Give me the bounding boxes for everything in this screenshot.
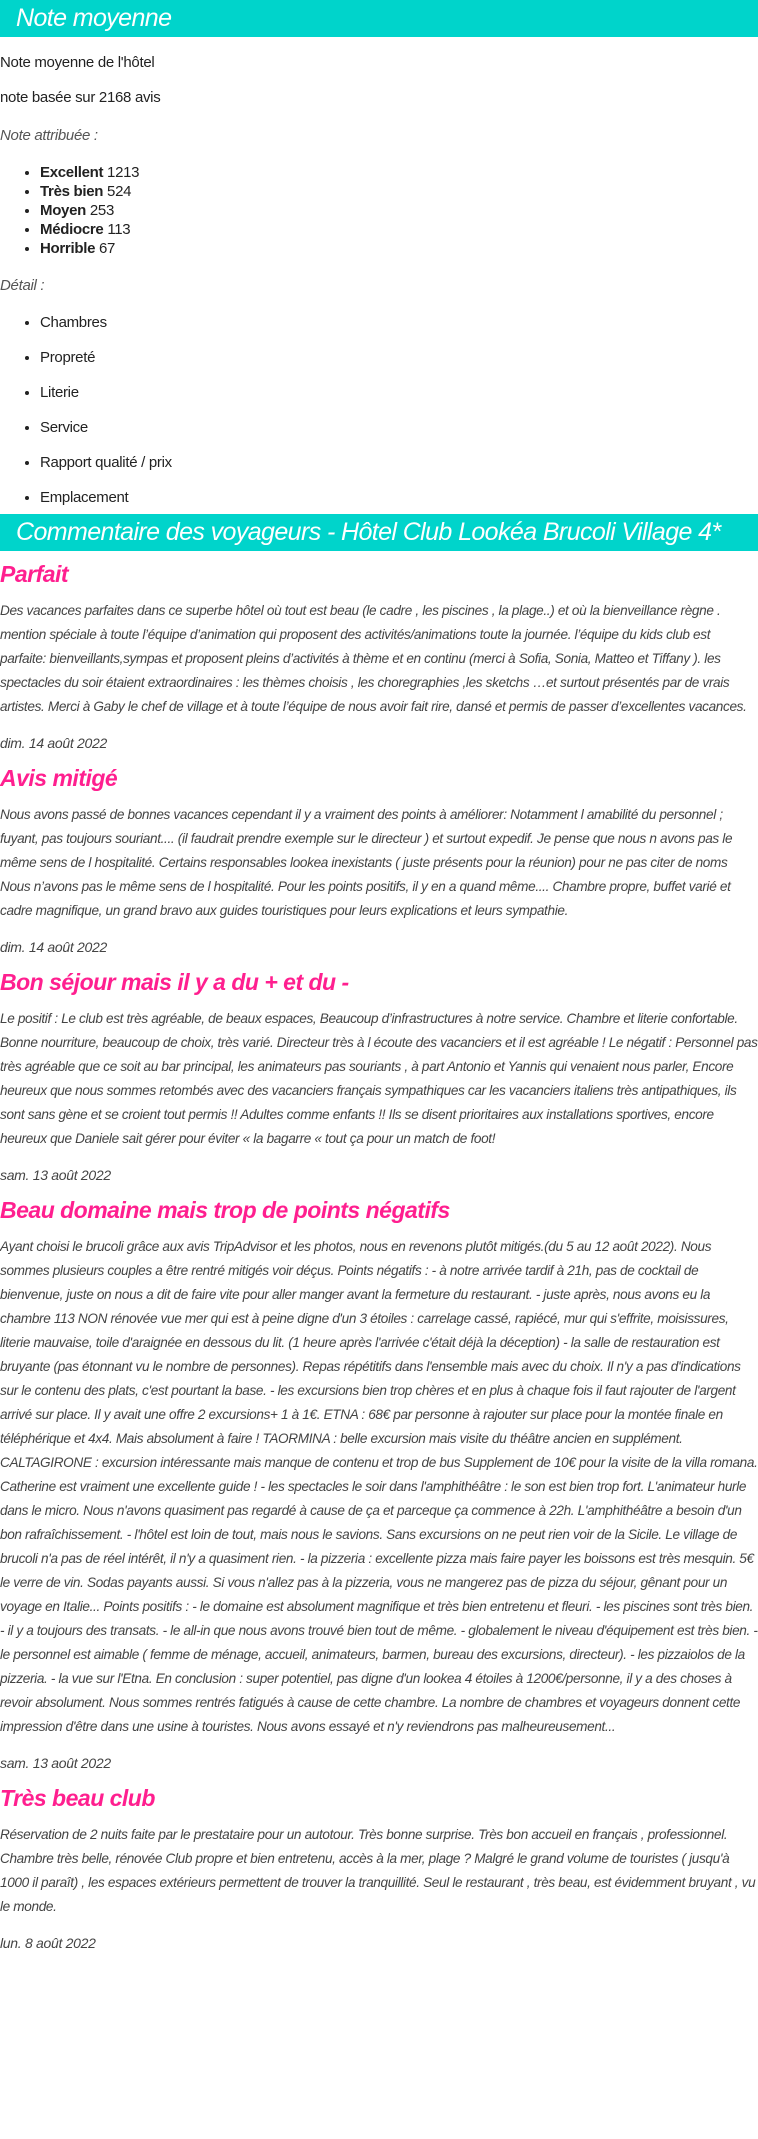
detail-item: • Service <box>40 418 758 438</box>
review-count: note basée sur 2168 avis <box>0 89 161 106</box>
rating-item <box>40 163 758 182</box>
section-header-reviews: Commentaire des voyageurs - Hôtel Club Lookéa Brucoli Village 4* <box>0 514 758 551</box>
review-title: Avis mitigé <box>0 765 118 791</box>
attributed-label: Note attribuée : <box>0 127 98 144</box>
rating-count: 253 <box>89 202 115 219</box>
reviews-section <box>0 514 758 1953</box>
review <box>0 1783 758 1953</box>
rating-count: 1213 <box>107 164 140 181</box>
rating-item <box>40 182 758 201</box>
detail-label: Détail : <box>0 277 45 294</box>
review <box>0 967 758 1185</box>
detail-item: • Rapport qualité / prix <box>40 453 758 473</box>
rating-item <box>40 220 758 239</box>
rating-label: Horrible <box>40 240 96 257</box>
review-date: lun. 8 août 2022 <box>0 1935 96 1951</box>
review <box>0 763 758 957</box>
review-title: Très beau club <box>0 1785 155 1811</box>
rating-item <box>40 201 758 220</box>
detail-item: • Propreté <box>40 348 758 368</box>
review-body: Nous avons passé de bonnes vacances cependant il y a vraiment des points à améliorer: Notamment l amabilité du personnel ; fuyant, pas toujours souriant.... (il faudrait prendre exemple sur le directeur ) et surtout expedif. Je pense que nous n avons pas le même sens de l hospitalité. Certains responsables lookea inexistants ( juste présents pour la réunion) pour ne pas citer de noms Nous n’avons pas le même sens de l hospitalité. Pour les points positifs, il y en a quand même.... Chambre propre, buffet varié et cadre magnifique, un grand bravo aux guides touristiques pour leurs explications et leurs sympathie. <box>0 807 733 918</box>
detail-item: • Emplacement <box>40 488 758 508</box>
review-body: Ayant choisi le brucoli grâce aux avis TripAdvisor et les photos, nous en revenons plutôt mitigés.(du 5 au 12 août 2022). Nous sommes plusieurs couples a être rentré mitigés voir déçus. Points négatifs : - à notre arrivée tardif à 21h, pas de cocktail de bienvenue, juste on nous a dit de faire vite pour aller manger avant la fermeture du restaurant. - juste après, nous avons eu la chambre 113 NON rénovée vue mer qui est à peine digne d'un 3 étoiles : carrelage cassé, rapiécé, mur qui s'effrite, moisissures, literie mauvaise, toile d'araignée en dessous du lit. (1 heure après l'arrivée c'était déjà la déception) - la salle de restauration est bruyante (pas étonnant vu le nombre de personnes). Repas répétitifs dans l'ensemble mais avec du choix. Il n'y a pas d'indications sur le contenu des plats, c'est pourtant la base. - les excursions bien trop chères et en plus à chaque fois il faut rajouter de l'argent arrivé sur place. Il y avait une offre 2 excursions+ 1 à 1€. ETNA : 68€ par personne à rajouter sur place pour la montée finale en téléphérique et 4x4. Mais absolument à faire ! TAORMINA : belle excursion mais visite du théâtre ancien en supplément. CALTAGIRONE : excursion intéressante mais manque de contenu et trop de bus Supplement de 10€ pour la visite de la villa romana. Catherine est vraiment une excellente guide ! - les spectacles le soir dans l'amphithéâtre : le son est bien trop fort. L'animateur hurle dans le micro. Nous n'avons quasiment pas regardé à cause de ça et parceque ça commence à 22h. L'amphithéâtre a besoin d'un bon rafraîchissement. - l'hôtel est loin de tout, mais nous le savions. Sans excursions on ne peut rien voir de la Sicile. Le village de brucoli n'a pas de réel intérêt, il n'y a quasiment rien. - la pizzeria : excellente pizza mais faire payer les boissons est très mesquin. 5€ le verre de vin. Sodas payants aussi. Si vous n'allez pas à la pizzeria, vous ne mangerez pas de pizza du séjour, gênant pour un voyage en Italie... Points positifs : - le domaine est absolument magnifique et très bien entretenu et fleuri. - les piscines sont très bien. - il y a toujours des transats. - le all-in que nous avons trouvé bien tout de même. - globalement le niveau d'équipement est très bien. - le personnel est aimable ( femme de ménage, accueil, animateurs, barmen, bureau des excursions, directeur). - les pizzaiolos de la pizzeria. - la vue sur l'Etna. En conclusion : super potentiel, pas digne d'un lookea 4 étoiles à 1200€/personne, il y a des choses à revoir absolument. Nous sommes rentrés fatigués à cause de cette chambre. La nombre de chambres et voyageurs donnent cette impression d'être dans une usine à touristes. Nous avons essayé et n'y reviendrons pas malheureusement... <box>0 1239 758 1734</box>
review-title: Parfait <box>0 561 69 587</box>
section-header-rating: Note moyenne <box>0 0 758 37</box>
detail-item: • Chambres <box>40 313 758 333</box>
hotel-rating-label: Note moyenne de l'hôtel <box>0 54 155 71</box>
detail-item: • Literie <box>40 383 758 403</box>
rating-label: Médiocre <box>40 221 104 238</box>
detail-list <box>0 313 758 508</box>
review-date: dim. 14 août 2022 <box>0 735 107 751</box>
review-title: Beau domaine mais trop de points négatifs <box>0 1197 450 1223</box>
review-body: Des vacances parfaites dans ce superbe hôtel où tout est beau (le cadre , les piscines , la plage..) et où la bienveillance règne . mention spéciale à toute l’équipe d’animation qui proposent des activités/animations toute la journée. l’équipe du kids club est parfaite: bienveillants,sympas et proposent pleins d’activités à thème et en continu (merci à Sofia, Sonia, Matteo et Tiffany ). les spectacles du soir étaient extraordinaires : les thèmes choisis , les choregraphies ,les sketchs …et surtout présentés par de vrais artistes. Merci à Gaby le chef de village et à toute l’équipe de nous avoir fait rire, dansé et permis de passer d’excellentes vacances. <box>0 603 747 714</box>
review <box>0 559 758 753</box>
rating-breakdown <box>0 163 758 258</box>
rating-label: Excellent <box>40 164 104 181</box>
rating-count: 113 <box>107 221 131 238</box>
review-date: dim. 14 août 2022 <box>0 939 107 955</box>
rating-label: Très bien <box>40 183 104 200</box>
rating-item <box>40 239 758 258</box>
review-body: Réservation de 2 nuits faite par le prestataire pour un autotour. Très bonne surprise. Très bon accueil en français , professionnel. Chambre très belle, rénovée Club propre et bien entretenu, accès à la mer, plage ? Malgré le grand volume de touristes ( jusqu'à 1000 il paraît) , les espaces extérieurs permettent de trouver la tranquillité. Seul le restaurant , très beau, est évidemment bruyant , vu le monde. <box>0 1827 756 1914</box>
rating-count: 524 <box>107 183 132 200</box>
review-title: Bon séjour mais il y a du + et du - <box>0 969 349 995</box>
review <box>0 1195 758 1773</box>
rating-section <box>0 0 758 508</box>
review-date: sam. 13 août 2022 <box>0 1755 111 1771</box>
review-date: sam. 13 août 2022 <box>0 1167 111 1183</box>
rating-count: 67 <box>99 240 116 257</box>
review-body: Le positif : Le club est très agréable, de beaux espaces, Beaucoup d’infrastructures à notre service. Chambre et literie confortable. Bonne nourriture, beaucoup de choix, très varié. Directeur très à l écoute des vacanciers et il est agréable ! Le négatif : Personnel pas très agréable que ce soit au bar principal, les animateurs pas souriants , à part Antonio et Yannis qui venaient nous parler, Encore heureux que nous sommes retombés avec des vacanciers français sympathiques car les vacanciers italiens très antipathiques, ils sont sans gène et se croient tout permis !! Adultes comme enfants !! Ils se disent prioritaires aux installations sportives, encore heureux que Daniele sait gérer pour éviter « la bagarre « tout ça pour un match de foot! <box>0 1011 758 1146</box>
rating-label: Moyen <box>40 202 87 219</box>
